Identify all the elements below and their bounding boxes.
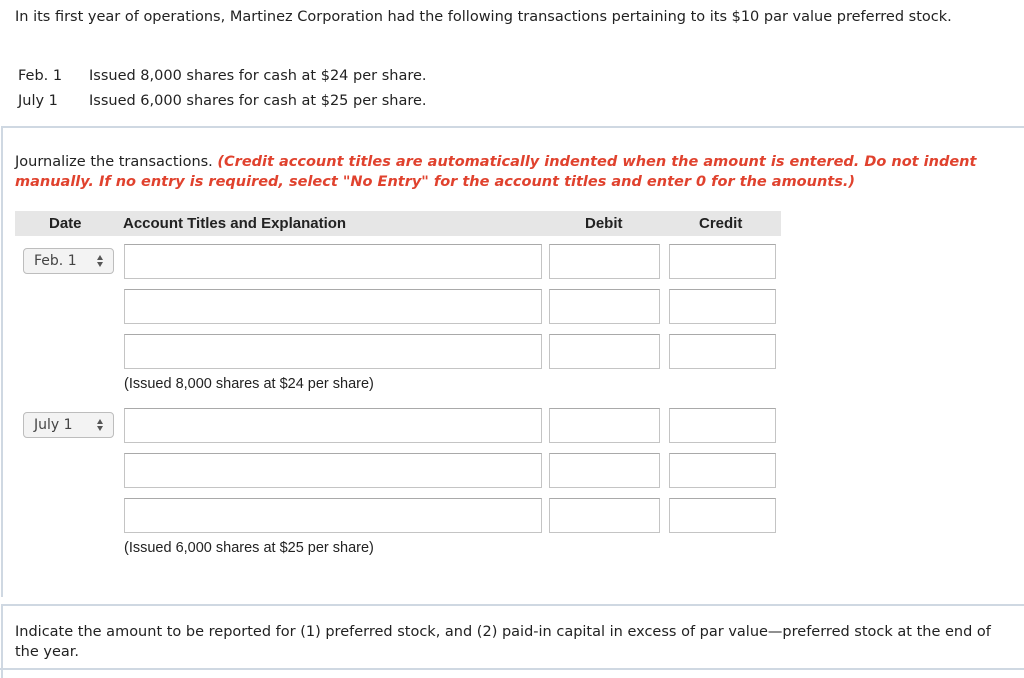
debit-input[interactable]: [549, 498, 660, 533]
debit-input[interactable]: [549, 244, 660, 279]
date-select-value: July 1: [34, 417, 73, 433]
header-date: Date: [49, 215, 82, 232]
header-account: Account Titles and Explanation: [123, 215, 347, 232]
header-credit: Credit: [699, 215, 743, 232]
credit-input[interactable]: [669, 289, 776, 324]
transaction-row: [18, 67, 427, 92]
debit-input[interactable]: [549, 408, 660, 443]
transaction-date: Feb. 1: [18, 68, 63, 84]
credit-input[interactable]: [669, 244, 776, 279]
transactions-list: [18, 67, 427, 117]
header-debit: Debit: [585, 215, 623, 232]
account-title-input[interactable]: [124, 334, 542, 369]
problem-intro: In its first year of operations, Martinez Corporation had the following transactions pertaining to its $10 par value preferred stock.: [15, 9, 952, 25]
instructions-note: (Credit account titles are automatically indented when the amount is entered. Do not indent manually. If no entry is required, select "No Entry" for the account titles and enter 0 for the amounts.): [15, 154, 977, 190]
credit-input[interactable]: [669, 498, 776, 533]
date-select-value: Feb. 1: [34, 253, 77, 269]
transaction-row: [18, 92, 427, 117]
transaction-date: July 1: [18, 93, 58, 109]
date-select-feb1[interactable]: [23, 248, 114, 274]
question2-text: Indicate the amount to be reported for (1) preferred stock, and (2) paid-in capital in excess of par value—preferred stock at the end of the year.: [15, 624, 991, 660]
transaction-description: Issued 8,000 shares for cash at $24 per share.: [89, 68, 427, 84]
transaction-description: Issued 6,000 shares for cash at $25 per share.: [89, 93, 427, 109]
account-title-input[interactable]: [124, 244, 542, 279]
debit-input[interactable]: [549, 289, 660, 324]
date-select-july1[interactable]: [23, 412, 114, 438]
credit-input[interactable]: [669, 334, 776, 369]
account-title-input[interactable]: [124, 289, 542, 324]
spinner-arrows-icon: [97, 419, 104, 431]
panel-divider: [0, 668, 1024, 670]
journal-header: [15, 211, 781, 236]
account-title-input[interactable]: [124, 453, 542, 488]
entry-explanation: (Issued 8,000 shares at $24 per share): [124, 376, 374, 392]
spinner-arrows-icon: [97, 255, 104, 267]
account-title-input[interactable]: [124, 408, 542, 443]
account-title-input[interactable]: [124, 498, 542, 533]
instructions: [15, 152, 1005, 192]
credit-input[interactable]: [669, 453, 776, 488]
entry-explanation: (Issued 6,000 shares at $25 per share): [124, 540, 374, 556]
debit-input[interactable]: [549, 453, 660, 488]
instructions-text: Journalize the transactions.: [15, 154, 213, 170]
debit-input[interactable]: [549, 334, 660, 369]
credit-input[interactable]: [669, 408, 776, 443]
